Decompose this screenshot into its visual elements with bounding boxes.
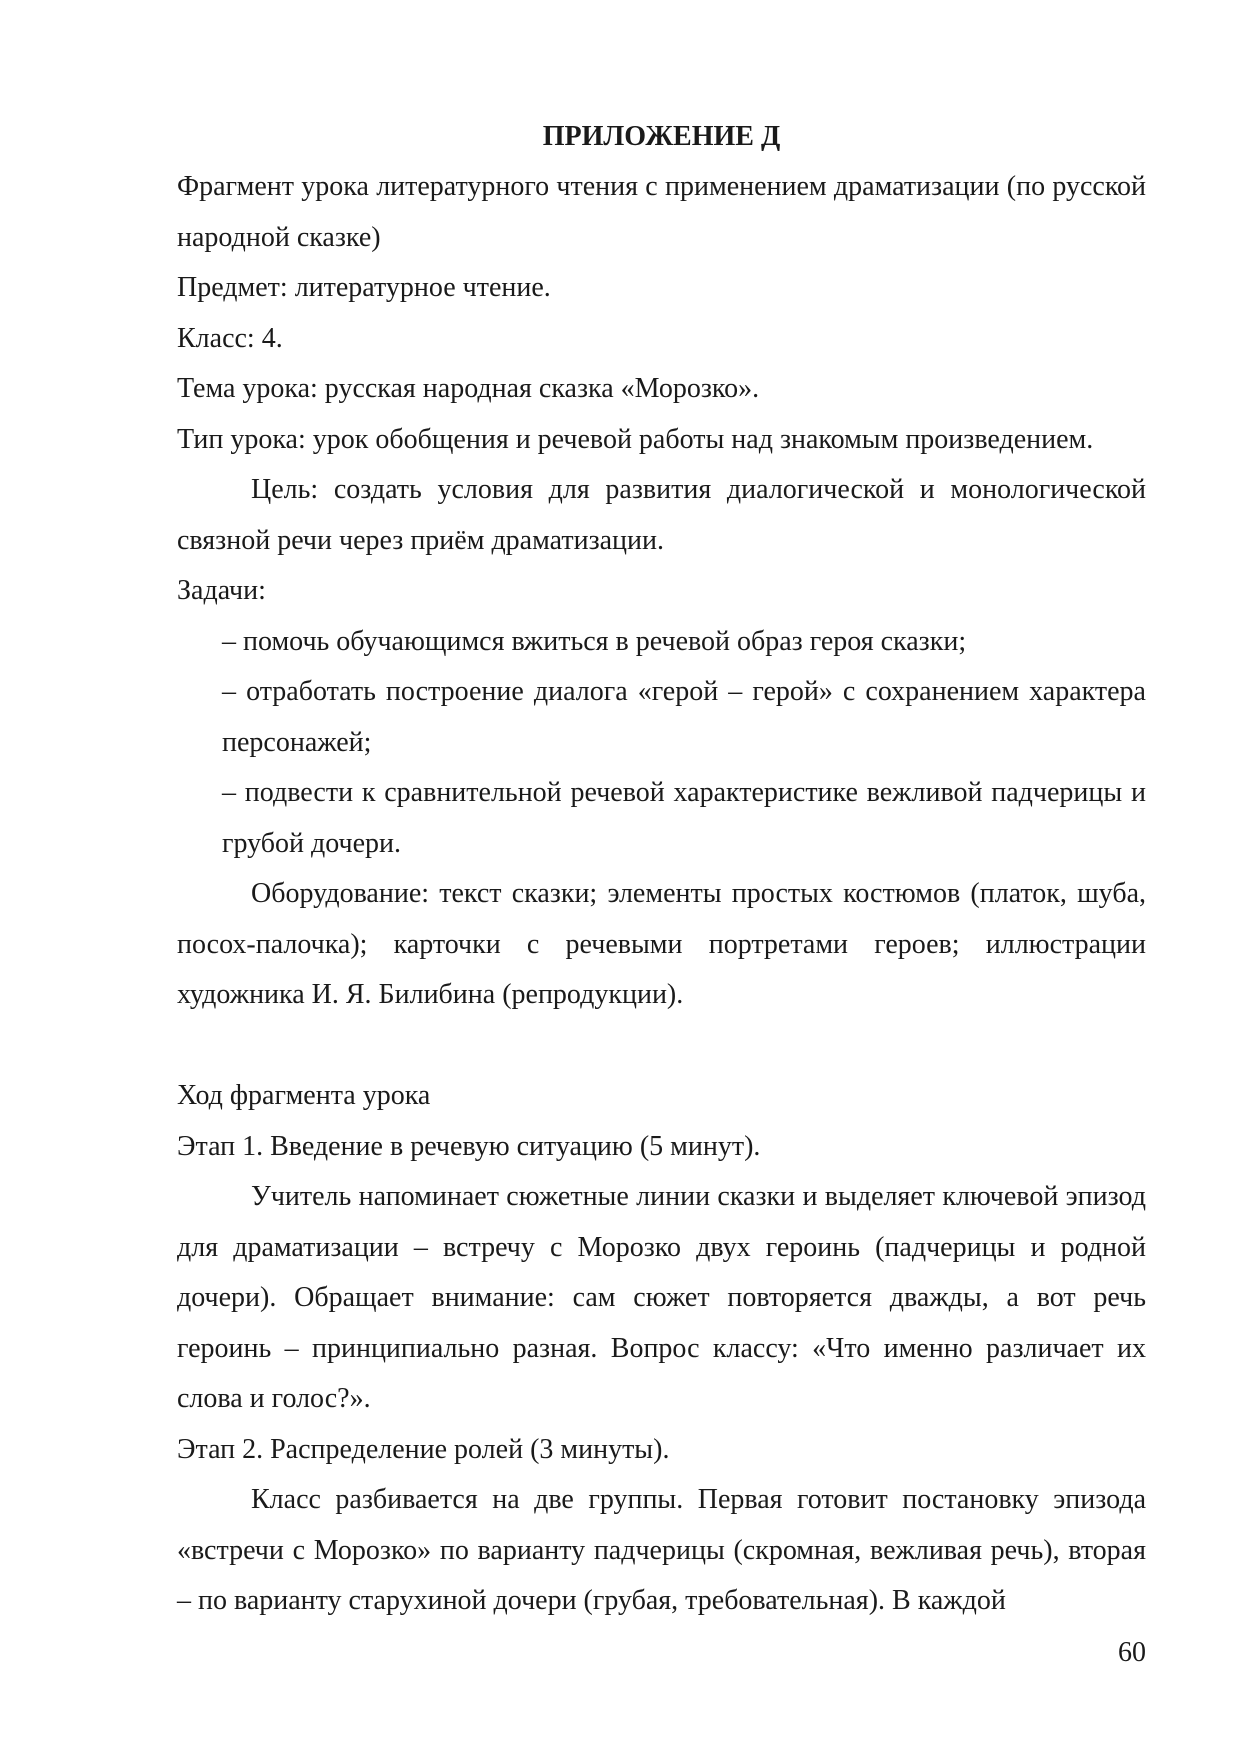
equipment-paragraph: Оборудование: текст сказки; элементы простых костюмов (платок, шуба, посох-палочка); карточки с речевыми портретами героев; иллюстрации художника И. Я. Билибина (репродукции). [177,878,1146,1010]
stage-2-heading: Этап 2. Распределение ролей (3 минуты). [177,1433,670,1465]
page-content [177,112,1146,1627]
stage-2-paragraph: Класс разбивается на две группы. Первая готовит постановку эпизода «встречи с Морозко» по варианту падчерицы (скромная, вежливая речь), вторая – по варианту старухиной дочери (грубая, требовательная). В каждой [177,1484,1146,1616]
subject-line: Предмет: литературное чтение. [177,272,551,303]
appendix-title: ПРИЛОЖЕНИЕ Д [542,121,781,152]
goal-paragraph: Цель: создать условия для развития диалогической и монологической связной речи через приём драматизации. [177,474,1146,556]
stage-1-paragraph: Учитель напоминает сюжетные линии сказки и выделяет ключевой эпизод для драматизации – встречу с Морозко двух героинь (падчерицы и родной дочери). Обращает внимание: сам сюжет повторяется дважды, а вот речь героинь – принципиально разная. Вопрос классу: «Что именно различает их слова и голос?». [177,1181,1146,1414]
task-item: – подвести к сравнительной речевой характеристике вежливой падчерицы и грубой дочери. [222,777,1146,859]
task-item: – отработать построение диалога «герой – герой» с сохранением характера персонажей; [222,676,1146,758]
tasks-heading: Задачи: [177,575,266,606]
stage-1-heading: Этап 1. Введение в речевую ситуацию (5 минут). [177,1130,761,1162]
intro-paragraph: Фрагмент урока литературного чтения с применением драматизации (по русской народной сказке) [177,171,1146,253]
blank-line [177,1021,1146,1072]
progress-heading: Ход фрагмента урока [177,1080,431,1111]
grade-line: Класс: 4. [177,322,283,354]
page-number: 60 [1118,1637,1146,1668]
task-item: – помочь обучающимся вжиться в речевой образ героя сказки; [222,625,967,657]
lesson-type-line: Тип урока: урок обобщения и речевой работы над знакомым произведением. [177,423,1094,455]
topic-line: Тема урока: русская народная сказка «Морозко». [177,373,760,404]
